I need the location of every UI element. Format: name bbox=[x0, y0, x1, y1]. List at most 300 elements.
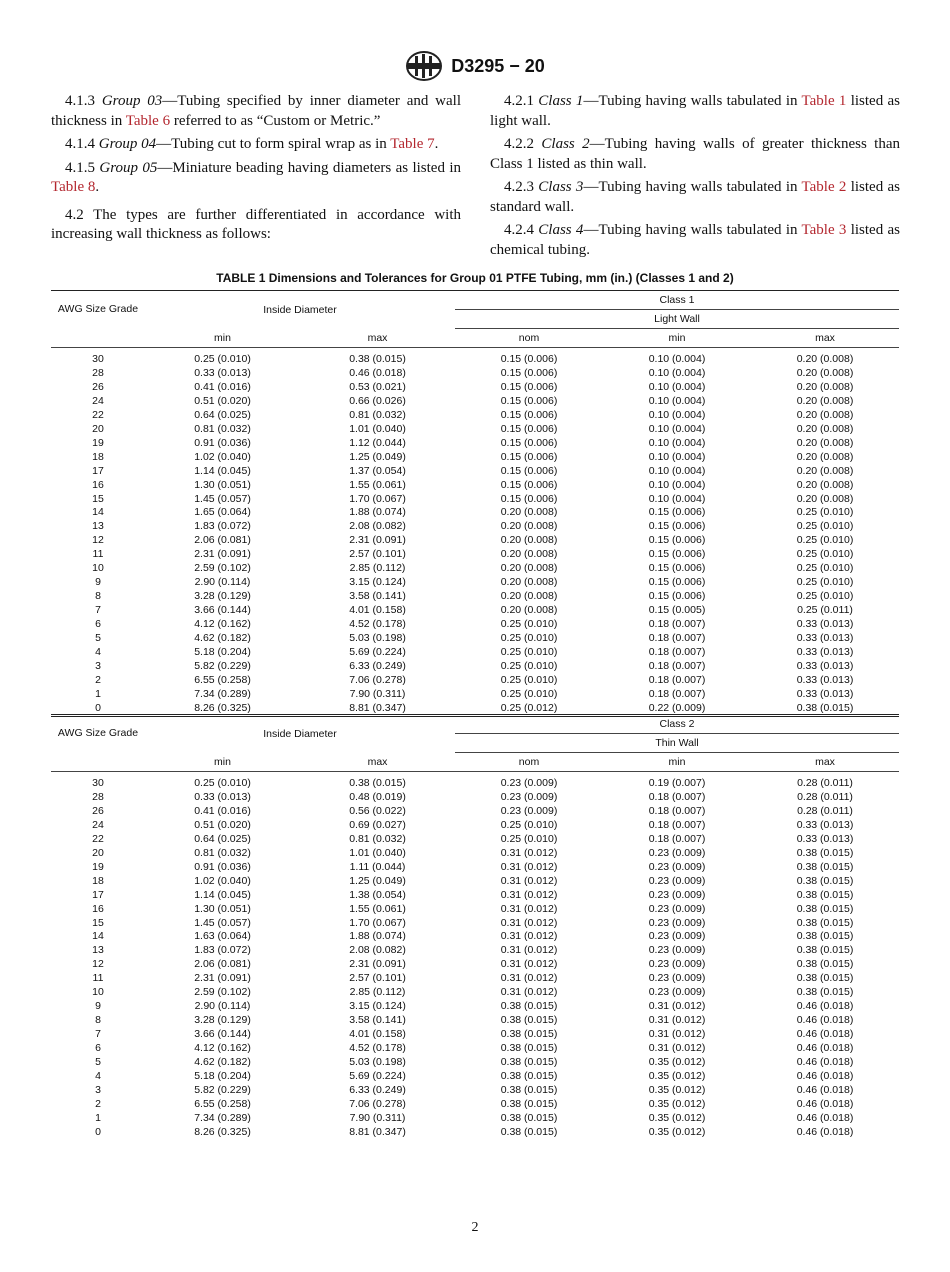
table-cell: 3.66 (0.144) bbox=[194, 1028, 251, 1041]
left-text-column bbox=[51, 92, 461, 249]
table-cell: 0.35 (0.012) bbox=[648, 1097, 706, 1110]
table-cell: 3.58 (0.141) bbox=[349, 590, 406, 603]
table-cell: 0.10 (0.004) bbox=[648, 450, 706, 463]
awg-size-cell: 7 bbox=[95, 604, 101, 617]
table-cell: 0.35 (0.012) bbox=[648, 1083, 706, 1096]
table-cell: 0.38 (0.015) bbox=[500, 1111, 558, 1124]
table-row bbox=[51, 465, 899, 479]
paragraph-4-2-2: 4.2.2 Class 2—Tubing having walls of greater thickness than Class 1 listed as thin wall. bbox=[490, 136, 900, 172]
awg-size-cell: 2 bbox=[95, 1097, 101, 1110]
id-min-header: min bbox=[145, 329, 300, 348]
table-cell: 0.15 (0.006) bbox=[500, 492, 558, 505]
table-cell: 0.38 (0.015) bbox=[500, 1070, 558, 1083]
awg-size-cell: 30 bbox=[92, 353, 104, 365]
table-cell: 1.63 (0.064) bbox=[194, 930, 251, 943]
table-cell: 0.20 (0.008) bbox=[796, 492, 854, 505]
table-cell: 4.52 (0.178) bbox=[349, 618, 406, 631]
table-cell: 0.23 (0.009) bbox=[648, 916, 706, 929]
page-number: 2 bbox=[471, 1220, 479, 1235]
table-cell: 0.10 (0.004) bbox=[648, 436, 706, 449]
table-cell: 0.35 (0.012) bbox=[648, 1125, 706, 1138]
table-cell: 0.15 (0.006) bbox=[500, 464, 558, 477]
table-cell: 0.10 (0.004) bbox=[648, 380, 706, 393]
table-cell: 6.55 (0.258) bbox=[194, 1097, 251, 1110]
wall-max-header: max bbox=[751, 329, 899, 348]
awg-size-header: AWG Size Grade bbox=[51, 715, 145, 753]
table-cell: 8.81 (0.347) bbox=[300, 702, 455, 716]
table-cell: 0.23 (0.009) bbox=[648, 930, 706, 943]
table-cell: 2.31 (0.091) bbox=[349, 958, 406, 971]
paragraph-4-2-4: 4.2.4 Class 4—Tubing having walls tabulated in Table 3 listed as chemical tubing. bbox=[490, 222, 900, 258]
table-row bbox=[51, 1028, 899, 1042]
light-wall-header: Light Wall bbox=[455, 310, 899, 329]
table-cell: 0.31 (0.012) bbox=[500, 972, 558, 985]
table-cell: 7.34 (0.289) bbox=[194, 687, 251, 700]
table-cell: 0.31 (0.012) bbox=[500, 874, 558, 887]
table-row bbox=[51, 1112, 899, 1126]
table-cell: 0.20 (0.008) bbox=[500, 506, 558, 519]
table-cell: 0.28 (0.011) bbox=[797, 790, 853, 803]
table-cell: 0.38 (0.015) bbox=[796, 902, 854, 915]
table-cell: 2.06 (0.081) bbox=[194, 534, 251, 547]
table-cell: 0.15 (0.006) bbox=[500, 353, 558, 365]
table-cell: 0.25 (0.010) bbox=[500, 687, 558, 700]
table-cell: 0.15 (0.006) bbox=[648, 506, 706, 519]
table-1-link[interactable]: Table 1 bbox=[801, 93, 847, 109]
table-cell: 7.34 (0.289) bbox=[194, 1111, 251, 1124]
table-cell: 0.25 (0.011) bbox=[797, 604, 853, 617]
table-cell: 0.46 (0.018) bbox=[796, 1070, 854, 1083]
table-cell: 0.15 (0.006) bbox=[500, 436, 558, 449]
table-cell: 0.10 (0.004) bbox=[648, 353, 706, 365]
awg-size-cell: 10 bbox=[92, 562, 104, 575]
table-cell: 1.01 (0.040) bbox=[349, 846, 406, 859]
table-cell: 0.10 (0.004) bbox=[648, 478, 706, 491]
table-row bbox=[51, 903, 899, 917]
table-cell: 0.46 (0.018) bbox=[796, 1125, 854, 1138]
table-row bbox=[51, 479, 899, 493]
awg-size-cell: 0 bbox=[95, 1125, 101, 1138]
table-row bbox=[51, 917, 899, 931]
table-cell: 0.41 (0.016) bbox=[194, 380, 251, 393]
table-cell: 0.20 (0.008) bbox=[500, 562, 558, 575]
table-cell: 0.31 (0.012) bbox=[500, 846, 558, 859]
table-cell: 2.90 (0.114) bbox=[194, 576, 251, 589]
table-cell: 0.20 (0.008) bbox=[796, 478, 854, 491]
table-cell: 8.26 (0.325) bbox=[145, 702, 300, 716]
table-cell: 0.31 (0.012) bbox=[500, 902, 558, 915]
table-cell: 0.25 (0.010) bbox=[194, 777, 251, 789]
awg-size-cell: 4 bbox=[95, 1070, 101, 1083]
table-cell: 0.20 (0.008) bbox=[796, 366, 854, 379]
table-cell: 0.25 (0.010) bbox=[500, 832, 558, 845]
table-row bbox=[51, 805, 899, 819]
table-cell: 0.38 (0.015) bbox=[500, 1125, 558, 1138]
table-cell: 1.45 (0.057) bbox=[194, 916, 251, 929]
table-cell: 2.08 (0.082) bbox=[349, 944, 406, 957]
table-cell: 0.15 (0.006) bbox=[648, 548, 706, 561]
table-cell: 0.23 (0.009) bbox=[648, 902, 706, 915]
table-cell: 0.31 (0.012) bbox=[648, 1014, 706, 1027]
table-cell: 0.33 (0.013) bbox=[796, 632, 854, 645]
table-cell: 5.82 (0.229) bbox=[194, 659, 251, 672]
table-cell: 0.31 (0.012) bbox=[500, 888, 558, 901]
table-cell: 0.23 (0.009) bbox=[648, 958, 706, 971]
table-3-link[interactable]: Table 3 bbox=[801, 222, 847, 238]
table-cell: 0.25 (0.012) bbox=[455, 702, 603, 716]
wall-nom-header: nom bbox=[455, 329, 603, 348]
table-cell: 0.23 (0.009) bbox=[648, 846, 706, 859]
awg-size-cell: 12 bbox=[92, 534, 104, 547]
table-cell: 0.33 (0.013) bbox=[194, 366, 251, 379]
awg-size-cell: 12 bbox=[92, 958, 104, 971]
table-cell: 0.25 (0.010) bbox=[500, 659, 558, 672]
awg-size-cell: 16 bbox=[92, 478, 104, 491]
table-cell: 0.20 (0.008) bbox=[796, 464, 854, 477]
table-cell: 1.12 (0.044) bbox=[349, 436, 406, 449]
table-cell: 0.10 (0.004) bbox=[648, 492, 706, 505]
table-cell: 0.10 (0.004) bbox=[648, 422, 706, 435]
table-cell: 2.59 (0.102) bbox=[194, 562, 251, 575]
awg-size-cell: 18 bbox=[92, 450, 104, 463]
table-cell: 0.23 (0.009) bbox=[500, 790, 558, 803]
table-row bbox=[51, 861, 899, 875]
table-row bbox=[51, 646, 899, 660]
awg-size-cell: 9 bbox=[95, 1000, 101, 1013]
table-cell: 4.52 (0.178) bbox=[349, 1042, 406, 1055]
thin-wall-header: Thin Wall bbox=[455, 734, 899, 753]
document-id: D3295 − 20 bbox=[451, 55, 545, 76]
table-cell: 0.20 (0.008) bbox=[500, 548, 558, 561]
awg-size-cell: 14 bbox=[92, 930, 104, 943]
table-cell: 2.06 (0.081) bbox=[194, 958, 251, 971]
table-row bbox=[51, 548, 899, 562]
table-cell: 0.38 (0.015) bbox=[796, 986, 854, 999]
awg-size-cell: 14 bbox=[92, 506, 104, 519]
table-2-link[interactable]: Table 2 bbox=[801, 179, 847, 195]
table-row bbox=[51, 520, 899, 534]
table-cell: 0.15 (0.006) bbox=[648, 534, 706, 547]
table-cell: 0.31 (0.012) bbox=[500, 986, 558, 999]
table-cell: 1.02 (0.040) bbox=[194, 874, 251, 887]
table-6-link[interactable]: Table 6 bbox=[125, 112, 171, 129]
wall-min-header: min bbox=[603, 329, 751, 348]
table-row bbox=[51, 1070, 899, 1084]
table-cell: 0.10 (0.004) bbox=[648, 394, 706, 407]
table-row bbox=[51, 1084, 899, 1098]
table-cell: 0.46 (0.018) bbox=[796, 1111, 854, 1124]
table-cell: 4.12 (0.162) bbox=[194, 618, 251, 631]
table-cell: 0.38 (0.015) bbox=[796, 860, 854, 873]
awg-size-cell: 17 bbox=[92, 464, 104, 477]
table-row bbox=[51, 493, 899, 507]
table-cell: 0.23 (0.009) bbox=[500, 804, 558, 817]
table-cell: 0.23 (0.009) bbox=[500, 777, 558, 789]
table-cell: 2.31 (0.091) bbox=[194, 548, 251, 561]
id-min-header: min bbox=[145, 753, 300, 772]
table-row bbox=[51, 534, 899, 548]
table-cell: 5.69 (0.224) bbox=[349, 646, 406, 659]
table-cell: 0.25 (0.010) bbox=[500, 818, 558, 831]
table-row bbox=[51, 437, 899, 451]
table-cell: 0.15 (0.006) bbox=[500, 422, 558, 435]
table-cell: 0.15 (0.006) bbox=[500, 450, 558, 463]
table-row bbox=[51, 632, 899, 646]
table-cell: 7.90 (0.311) bbox=[349, 1111, 406, 1124]
table-cell: 0.15 (0.006) bbox=[500, 408, 558, 421]
table-cell: 0.38 (0.015) bbox=[349, 353, 406, 365]
table-cell: 0.38 (0.015) bbox=[796, 958, 854, 971]
table-class-2 bbox=[51, 714, 899, 1140]
table-cell: 0.38 (0.015) bbox=[796, 916, 854, 929]
table-cell: 0.18 (0.007) bbox=[648, 818, 706, 831]
awg-size-cell: 15 bbox=[92, 492, 104, 505]
table-row bbox=[51, 791, 899, 805]
awg-size-cell: 5 bbox=[95, 1056, 101, 1069]
paragraph-4-1-5: 4.1.5 Group 05—Miniature beading having diameters as listed in Table 8. bbox=[51, 159, 461, 195]
table-cell: 1.38 (0.054) bbox=[349, 888, 406, 901]
table-cell: 5.82 (0.229) bbox=[194, 1083, 251, 1096]
table-cell: 0.38 (0.015) bbox=[796, 944, 854, 957]
table-cell: 1.65 (0.064) bbox=[194, 506, 251, 519]
table-row bbox=[51, 833, 899, 847]
table-row bbox=[51, 889, 899, 903]
table-cell: 0.35 (0.012) bbox=[648, 1070, 706, 1083]
table-cell: 0.15 (0.005) bbox=[648, 604, 706, 617]
table-row bbox=[51, 506, 899, 520]
awg-size-header: AWG Size Grade bbox=[51, 291, 145, 329]
table-cell: 0.20 (0.008) bbox=[796, 353, 854, 365]
awg-size-cell: 22 bbox=[92, 408, 104, 421]
table-cell: 1.30 (0.051) bbox=[194, 902, 251, 915]
awg-size-cell: 22 bbox=[92, 832, 104, 845]
table-cell: 2.57 (0.101) bbox=[349, 972, 406, 985]
table-row bbox=[51, 381, 899, 395]
id-max-header: max bbox=[300, 753, 455, 772]
table-row bbox=[51, 986, 899, 1000]
table-cell: 0.20 (0.008) bbox=[796, 408, 854, 421]
table-cell: 0.10 (0.004) bbox=[648, 464, 706, 477]
table-row bbox=[51, 930, 899, 944]
awg-size-cell: 28 bbox=[92, 366, 104, 379]
table-cell: 0.18 (0.007) bbox=[648, 790, 706, 803]
table-cell: 0.46 (0.018) bbox=[796, 1028, 854, 1041]
class-1-header: Class 1 bbox=[455, 291, 899, 310]
table-cell: 7.06 (0.278) bbox=[349, 673, 406, 686]
table-row bbox=[51, 576, 899, 590]
table-cell: 0.38 (0.015) bbox=[349, 777, 406, 789]
table-cell: 0.33 (0.013) bbox=[796, 646, 854, 659]
awg-size-cell: 3 bbox=[95, 659, 101, 672]
table-cell: 0.46 (0.018) bbox=[796, 1042, 854, 1055]
table-cell: 0.64 (0.025) bbox=[194, 408, 251, 421]
table-cell: 0.20 (0.008) bbox=[500, 604, 558, 617]
table-row bbox=[51, 819, 899, 833]
table-cell: 0.18 (0.007) bbox=[648, 804, 706, 817]
table-cell: 0.33 (0.013) bbox=[796, 618, 854, 631]
table-row bbox=[51, 562, 899, 576]
table-cell: 0.81 (0.032) bbox=[194, 422, 251, 435]
table-cell: 4.01 (0.158) bbox=[349, 1028, 406, 1041]
awg-size-cell: 0 bbox=[51, 702, 145, 716]
paragraph-4-2-1: 4.2.1 Class 1—Tubing having walls tabulated in Table 1 listed as light wall. bbox=[490, 93, 900, 129]
table-cell: 1.88 (0.074) bbox=[349, 930, 406, 943]
table-cell: 0.20 (0.008) bbox=[500, 520, 558, 533]
table-cell: 0.20 (0.008) bbox=[500, 534, 558, 547]
paragraph-4-1-4: 4.1.4 Group 04—Tubing cut to form spiral wrap as in Table 7. bbox=[65, 136, 439, 152]
table-cell: 0.18 (0.007) bbox=[648, 646, 706, 659]
wall-max-header: max bbox=[751, 753, 899, 772]
table-cell: 6.55 (0.258) bbox=[194, 673, 251, 686]
table-cell: 5.69 (0.224) bbox=[349, 1070, 406, 1083]
table-cell: 0.31 (0.012) bbox=[500, 944, 558, 957]
table-cell: 0.33 (0.013) bbox=[796, 832, 854, 845]
inside-diameter-header: Inside Diameter bbox=[145, 291, 455, 329]
awg-size-cell: 24 bbox=[92, 818, 104, 831]
table-cell: 0.38 (0.015) bbox=[796, 888, 854, 901]
table-cell: 0.15 (0.006) bbox=[500, 478, 558, 491]
table-cell: 0.25 (0.010) bbox=[500, 646, 558, 659]
table-cell: 0.15 (0.006) bbox=[648, 576, 706, 589]
awg-size-cell: 1 bbox=[95, 687, 101, 700]
awg-size-cell: 20 bbox=[92, 422, 104, 435]
table-cell: 0.18 (0.007) bbox=[648, 659, 706, 672]
table-cell: 3.66 (0.144) bbox=[194, 604, 251, 617]
table-cell: 0.15 (0.006) bbox=[648, 590, 706, 603]
table-cell: 0.28 (0.011) bbox=[797, 804, 853, 817]
table-cell: 0.38 (0.015) bbox=[796, 972, 854, 985]
table-row bbox=[51, 847, 899, 861]
awg-size-cell: 16 bbox=[92, 902, 104, 915]
table-cell: 0.38 (0.015) bbox=[500, 1028, 558, 1041]
table-cell: 0.31 (0.012) bbox=[648, 1042, 706, 1055]
table-cell: 0.19 (0.007) bbox=[648, 777, 706, 789]
awg-size-cell: 26 bbox=[92, 380, 104, 393]
awg-size-cell: 2 bbox=[95, 673, 101, 686]
table-cell: 0.23 (0.009) bbox=[648, 986, 706, 999]
table-cell: 1.11 (0.044) bbox=[349, 860, 406, 873]
table-cell: 0.91 (0.036) bbox=[194, 860, 251, 873]
table-cell: 4.62 (0.182) bbox=[194, 1056, 251, 1069]
table-cell: 0.25 (0.010) bbox=[500, 618, 558, 631]
table-cell: 1.14 (0.045) bbox=[194, 464, 251, 477]
table-cell: 0.25 (0.010) bbox=[796, 576, 854, 589]
awg-size-cell: 7 bbox=[95, 1028, 101, 1041]
table-cell: 0.18 (0.007) bbox=[648, 687, 706, 700]
table-cell: 0.20 (0.008) bbox=[796, 380, 854, 393]
table-cell: 7.06 (0.278) bbox=[349, 1097, 406, 1110]
table-cell: 0.46 (0.018) bbox=[796, 1014, 854, 1027]
table-cell: 2.59 (0.102) bbox=[194, 986, 251, 999]
table-cell: 0.48 (0.019) bbox=[349, 790, 406, 803]
table-cell: 0.56 (0.022) bbox=[349, 804, 406, 817]
table-cell: 0.41 (0.016) bbox=[194, 804, 251, 817]
table-cell: 0.46 (0.018) bbox=[349, 366, 406, 379]
table-row bbox=[51, 423, 899, 437]
table-cell: 0.51 (0.020) bbox=[194, 818, 251, 831]
table-cell: 0.31 (0.012) bbox=[500, 916, 558, 929]
table-cell: 0.31 (0.012) bbox=[648, 1000, 706, 1013]
table-cell: 8.81 (0.347) bbox=[349, 1125, 406, 1138]
awg-size-cell: 13 bbox=[92, 520, 104, 533]
table-cell: 2.31 (0.091) bbox=[194, 972, 251, 985]
table-row bbox=[51, 1014, 899, 1028]
table-cell: 0.46 (0.018) bbox=[796, 1056, 854, 1069]
table-cell: 0.23 (0.009) bbox=[648, 860, 706, 873]
table-row bbox=[51, 1126, 899, 1140]
awg-size-cell: 30 bbox=[92, 777, 104, 789]
table-cell: 0.15 (0.006) bbox=[648, 520, 706, 533]
awg-size-cell: 11 bbox=[92, 548, 104, 561]
table-cell: 0.18 (0.007) bbox=[648, 618, 706, 631]
awg-size-cell: 19 bbox=[92, 436, 104, 449]
table-cell: 1.25 (0.049) bbox=[349, 450, 406, 463]
awg-size-cell: 4 bbox=[95, 646, 101, 659]
table-cell: 0.66 (0.026) bbox=[349, 394, 406, 407]
table-row bbox=[51, 1098, 899, 1112]
table-cell: 0.33 (0.013) bbox=[796, 673, 854, 686]
table-cell: 0.20 (0.008) bbox=[500, 576, 558, 589]
table-cell: 5.18 (0.204) bbox=[194, 1070, 251, 1083]
table-cell: 2.85 (0.112) bbox=[349, 562, 406, 575]
table-class-1 bbox=[51, 290, 899, 717]
table-cell: 0.23 (0.009) bbox=[648, 944, 706, 957]
table-cell: 2.90 (0.114) bbox=[194, 1000, 251, 1013]
awg-size-cell: 6 bbox=[95, 618, 101, 631]
table-cell: 2.31 (0.091) bbox=[349, 534, 406, 547]
awg-size-cell: 20 bbox=[92, 846, 104, 859]
awg-size-cell: 6 bbox=[95, 1042, 101, 1055]
awg-size-cell: 10 bbox=[92, 986, 104, 999]
table-8-link[interactable]: Table 8 bbox=[51, 179, 96, 195]
awg-size-cell: 9 bbox=[95, 576, 101, 589]
table-cell: 3.15 (0.124) bbox=[349, 1000, 406, 1013]
table-cell: 0.31 (0.012) bbox=[648, 1028, 706, 1041]
table-cell: 0.64 (0.025) bbox=[194, 832, 251, 845]
table-row bbox=[51, 660, 899, 674]
table-cell: 0.46 (0.018) bbox=[796, 1083, 854, 1096]
table-cell: 5.18 (0.204) bbox=[194, 646, 251, 659]
table-cell: 0.38 (0.015) bbox=[500, 1042, 558, 1055]
table-cell: 1.83 (0.072) bbox=[194, 944, 251, 957]
table-cell: 0.38 (0.015) bbox=[500, 1056, 558, 1069]
table-cell: 0.31 (0.012) bbox=[500, 958, 558, 971]
table-cell: 0.25 (0.010) bbox=[796, 520, 854, 533]
table-cell: 0.33 (0.013) bbox=[796, 818, 854, 831]
table-cell: 0.91 (0.036) bbox=[194, 436, 251, 449]
awg-size-cell: 5 bbox=[95, 632, 101, 645]
awg-size-cell: 13 bbox=[92, 944, 104, 957]
table-cell: 0.53 (0.021) bbox=[349, 380, 406, 393]
table-7-link[interactable]: Table 7 bbox=[390, 136, 435, 152]
table-cell: 6.33 (0.249) bbox=[349, 1083, 406, 1096]
table-cell: 0.18 (0.007) bbox=[648, 632, 706, 645]
awg-size-cell: 18 bbox=[92, 874, 104, 887]
table-cell: 0.51 (0.020) bbox=[194, 394, 251, 407]
table-cell: 1.88 (0.074) bbox=[349, 506, 406, 519]
table-cell: 1.37 (0.054) bbox=[349, 464, 406, 477]
table-cell: 8.26 (0.325) bbox=[194, 1125, 251, 1138]
paragraph-4-2-3: 4.2.3 Class 3—Tubing having walls tabulated in Table 2 listed as standard wall. bbox=[490, 179, 900, 215]
table-cell: 0.38 (0.015) bbox=[796, 874, 854, 887]
table-cell: 0.81 (0.032) bbox=[349, 832, 406, 845]
table-cell: 1.14 (0.045) bbox=[194, 888, 251, 901]
table-cell: 4.12 (0.162) bbox=[194, 1042, 251, 1055]
table-cell: 0.22 (0.009) bbox=[603, 702, 751, 716]
table-cell: 1.55 (0.061) bbox=[349, 478, 406, 491]
awg-size-cell: 28 bbox=[92, 790, 104, 803]
table-cell: 0.81 (0.032) bbox=[349, 408, 406, 421]
